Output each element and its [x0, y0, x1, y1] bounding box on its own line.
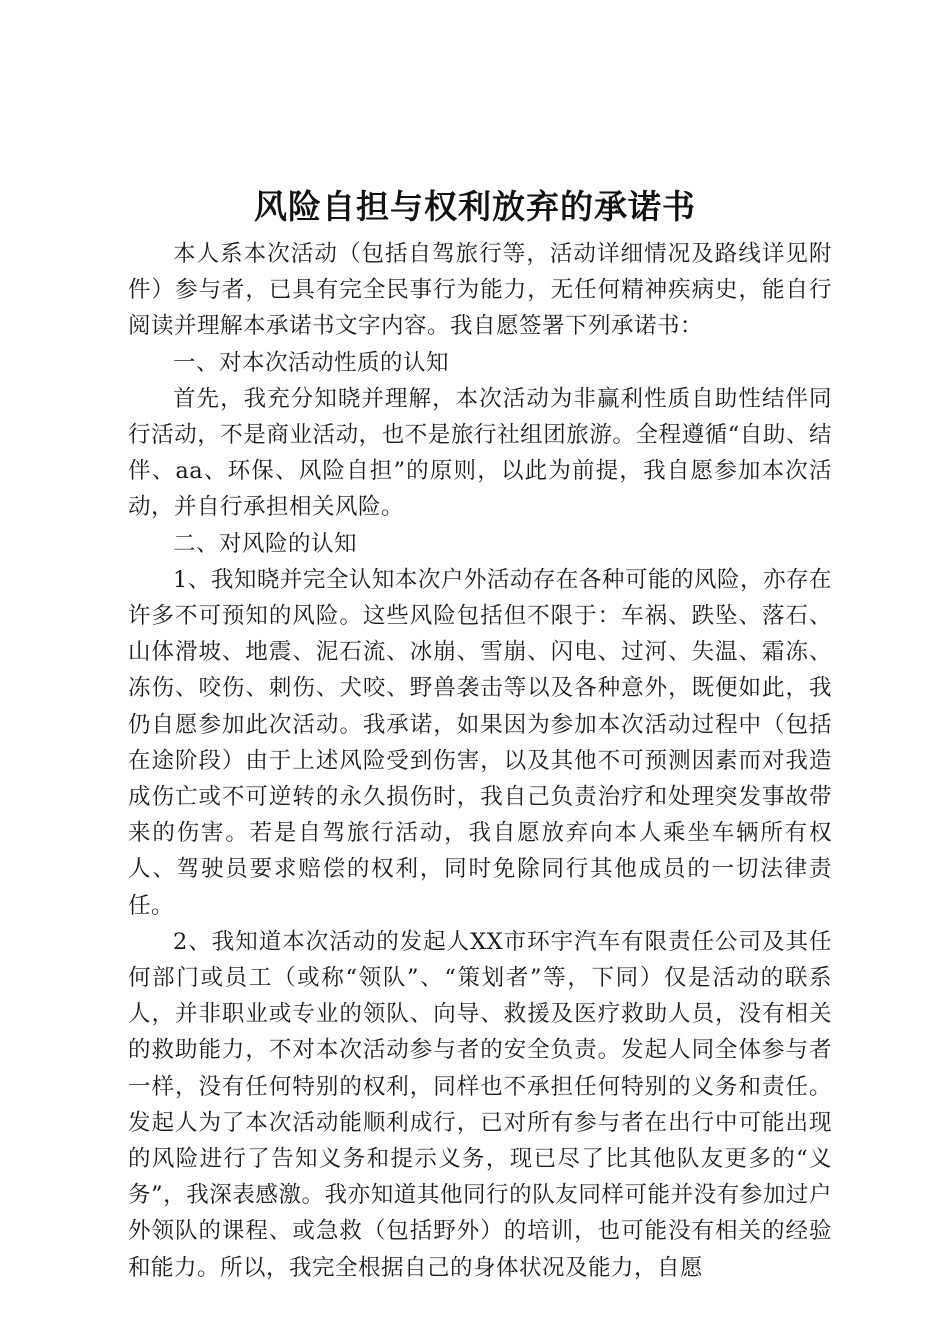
- document-body: [128, 236, 832, 1286]
- document-title: 风险自担与权利放弃的承诺书: [254, 187, 696, 226]
- nature-paragraph: 首先，我充分知晓并理解，本次活动为非赢利性质自助性结伴同行活动，不是商业活动，也不是旅行社组团旅游。全程遵循“自助、结伴、aa、环保、风险自担”的原则，以此为前提，我自愿参加本次活动，并自行承担相关风险。: [128, 385, 832, 521]
- intro-paragraph: 本人系本次活动（包括自驾旅行等，活动详细情况及路线详见附件）参与者，已具有完全民事行为能力，无任何精神疾病史，能自行阅读并理解本承诺书文字内容。我自愿签署下列承诺书：: [128, 241, 832, 340]
- section-heading-nature: 一、对本次活动性质的认知: [173, 349, 450, 376]
- section-heading-risk: 二、对风险的认知: [173, 530, 358, 557]
- risk-paragraph-2: 2、我知道本次活动的发起人XX市环宇汽车有限责任公司及其任何部门或员工（或称“领队”、“策划者”等，下同）仅是活动的联系人，并非职业或专业的领队、向导、救援及医疗救助人员，没有相关的救助能力，不对本次活动参与者的安全负责。发起人同全体参与者一样，没有任何特别的权利，同样也不承担任何特别的义务和责任。发起人为了本次活动能顺利成行，已对所有参与者在出行中可能出现的风险进行了告知义务和提示义务，现已尽了比其他队友更多的“义务”，我深表感激。我亦知道其他同行的队友同样可能并没有参加过户外领队的课程、或急救（包括野外）的培训，也可能没有相关的经验和能力。所以，我完全根据自己的身体状况及能力，自愿: [128, 928, 832, 1281]
- risk-paragraph-1: 1、我知晓并完全认知本次户外活动存在各种可能的风险，亦存在许多不可预知的风险。这些风险包括但不限于：车祸、跌坠、落石、山体滑坡、地震、泥石流、冰崩、雪崩、闪电、过河、失温、霜冻、冻伤、咬伤、刺伤、犬咬、野兽袭击等以及各种意外，既便如此，我仍自愿参加此次活动。我承诺，如果因为参加本次活动过程中（包括在途阶段）由于上述风险受到伤害，以及其他不可预测因素而对我造成伤亡或不可逆转的永久损伤时，我自己负责治疗和处理突发事故带来的伤害。若是自驾旅行活动，我自愿放弃向本人乘坐车辆所有权人、驾驶员要求赔偿的权利，同时免除同行其他成员的一切法律责任。: [128, 566, 832, 919]
